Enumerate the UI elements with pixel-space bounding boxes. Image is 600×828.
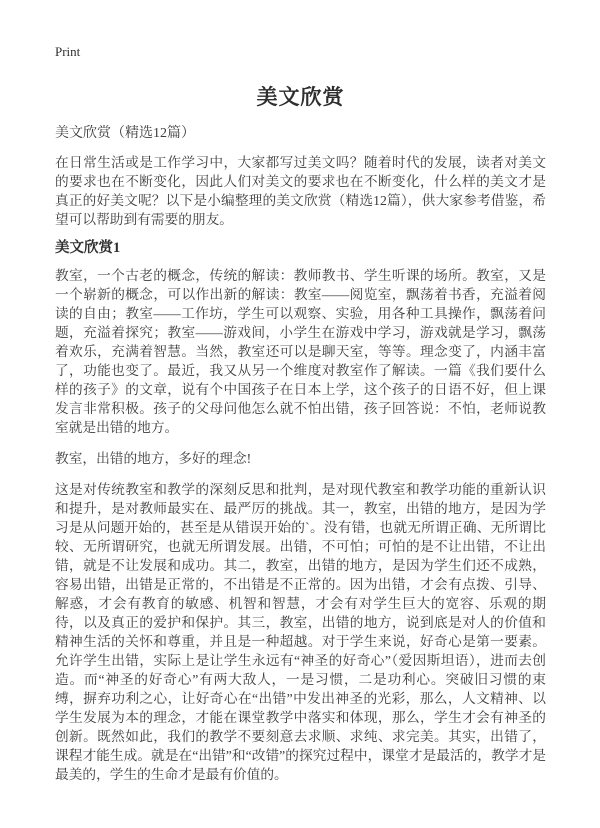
print-link[interactable]: Print	[55, 44, 81, 59]
page-title: 美文欣赏	[256, 85, 345, 109]
section1-paragraph-2: 教室，出错的地方，多好的理念!	[55, 451, 252, 466]
section1-paragraph-3: 这是对传统教室和教学的深刻反思和批判，是对现代教室和教学功能的重新认识和提升，是对教师最实在、最严厉的挑战。其一，教室，出错的地方，是因为学习是从问题开始的，甚至是从错误开始的`。没有错，也就无所谓正确、无所谓比较、无所谓研究，也就无所谓发展。出错，不可怕；可怕的是不让出错，不让出错，就是不让发展和成功。其二，教室，出错的地方，是因为学生们还不成熟，容易出错，出错是正常的，不出错是不正常的。因为出错，才会有点拨、引导、解惑，才会有教育的敏感、机智和智慧，才会有对学生巨大的宽容、乐观的期待，以及真正的爱护和保护。其三，教室，出错的地方，说到底是对人的价值和精神生活的关怀和尊重，并且是一种超越。对于学生来说，好奇心是第一要素。允许学生出错，实际上是让学生永远有“神圣的好奇心”（爱因斯坦语），进而去创造。而“神圣的好奇心”有两大敌人，一是习惯，二是功利心。突破旧习惯的束缚，摒弃功利之心，让好奇心在“出错”中发出神圣的光彩，那么，人文精神、以学生发展为本的理念，才能在课堂教学中落实和体现，那么，学生才会有神圣的创新。既然如此，我们的教学不要刻意去求顺、求纯、求完美。其实，出错了，课程才能生成。就是在“出错”和“改错”的探究过程中，课堂才是最活的，教学才是最美的，学生的生命才是最有价值的。	[55, 482, 546, 782]
section-heading-1: 美文欣赏1	[55, 240, 121, 256]
intro-paragraph: 在日常生活或是工作学习中，大家都写过美文吗？随着时代的发展，读者对美文的要求也在不断变化，因此人们对美文的要求也在不断变化，什么样的美文才是真正的好美文呢？以下是小编整理的美文欣赏（精选12篇），供大家参考借鉴，希望可以帮助到有需要的朋友。	[55, 155, 546, 227]
section1-paragraph-1: 教室，一个古老的概念，传统的解读：教师教书、学生听课的场所。教室，又是一个崭新的概念，可以作出新的解读：教室——阅览室，飘荡着书香，充溢着阅读的自由；教室——工作坊，学生可以观察、实验，用各种工具操作，飘荡着问题，充溢着探究；教室——游戏间，小学生在游戏中学习，游戏就是学习，飘荡着欢乐，充满着智慧。当然，教室还可以是聊天室，等等。理念变了，内涵丰富了，功能也变了。最近，我又从另一个维度对教室作了解读。一篇《我们要什么样的孩子》的文章，说有个中国孩子在日本上学，这个孩子的日语不好，但上课发言非常积极。孩子的父母问他怎么就不怕出错，孩子回答说：不怕，老师说教室就是出错的地方。	[55, 268, 546, 435]
document-subtitle: 美文欣赏（精选12篇）	[55, 126, 195, 141]
